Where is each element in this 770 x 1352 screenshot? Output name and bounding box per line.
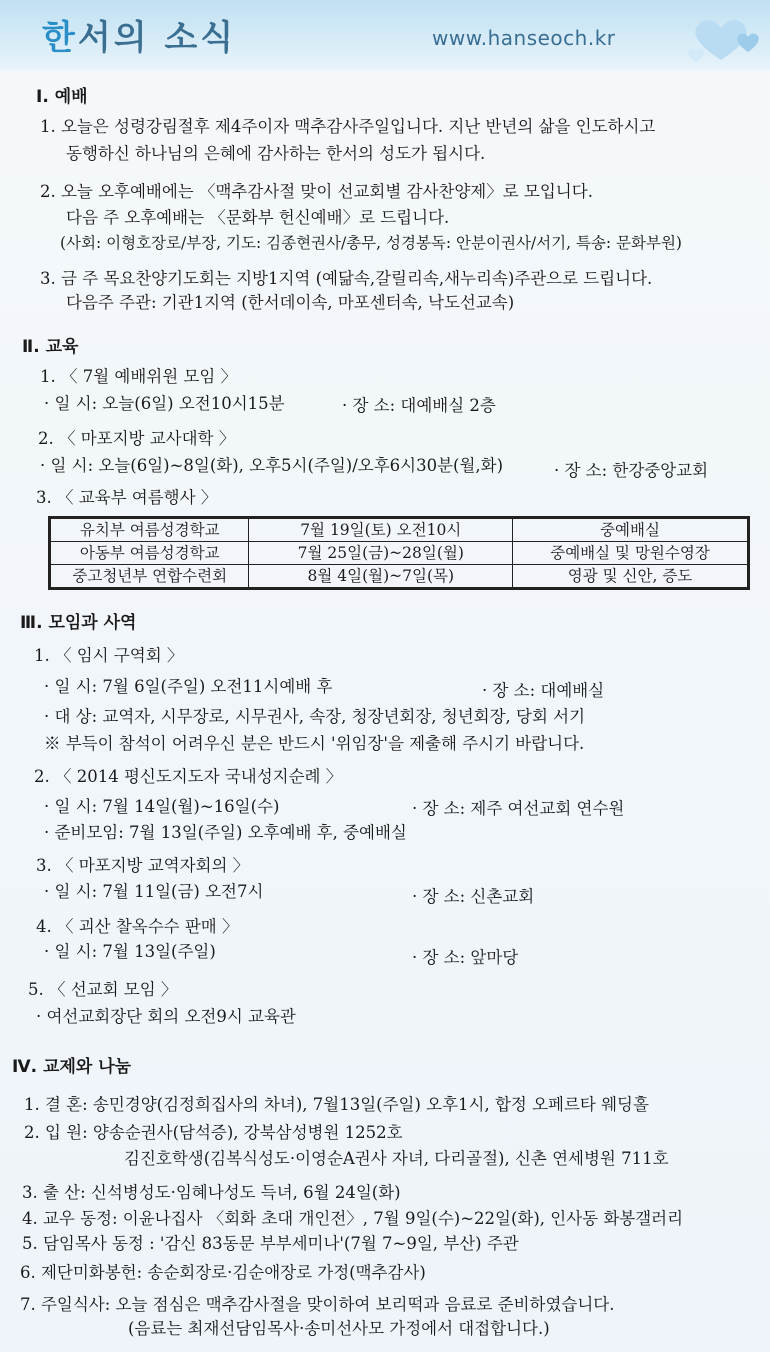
newsletter-title bbox=[42, 10, 236, 59]
fellowship-birth: 3. 출 산: 신석병성도·임혜나성도 득녀, 6월 24일(화) bbox=[22, 1183, 401, 1202]
gather-item-2-place: · 장 소: 제주 여선교회 연수원 bbox=[412, 799, 625, 818]
gather-item-1-place: · 장 소: 대예배실 bbox=[482, 681, 605, 700]
gather-item-1-target: · 대 상: 교역자, 시무장로, 시무권사, 속장, 청장년회장, 청년회장, 당회 서기 bbox=[44, 707, 586, 726]
gather-item-4-title: 4. 〈 괴산 찰옥수수 판매 〉 bbox=[36, 917, 239, 936]
gather-item-2-prep: · 준비모임: 7월 13일(주일) 오후예배 후, 중예배실 bbox=[44, 823, 407, 842]
fellowship-wedding: 1. 결 혼: 송민경양(김정희집사의 차녀), 7월13일(주일) 오후1시, 합정 오페르타 웨딩홀 bbox=[24, 1095, 649, 1114]
gather-item-4-place: · 장 소: 앞마당 bbox=[412, 948, 519, 967]
gather-item-1-date: · 일 시: 7월 6일(주일) 오전11시예배 후 bbox=[44, 677, 333, 696]
worship-item-1-line2: 동행하신 하나님의 은혜에 감사하는 한서의 성도가 됩시다. bbox=[66, 144, 486, 163]
fellowship-hospital-2: 김진호학생(김복식성도·이영순A권사 자녀, 다리골절), 신촌 연세병원 711호 bbox=[124, 1149, 669, 1168]
gather-item-1-note: ※ 부득이 참석이 어려우신 분은 반드시 '위임장'을 제출해 주시기 바랍니다. bbox=[44, 734, 585, 753]
edu-item-1-place: · 장 소: 대예배실 2층 bbox=[342, 396, 496, 415]
section-heading-gatherings: Ⅲ. 모임과 사역 bbox=[20, 613, 137, 633]
gather-item-5-title: 5. 〈 선교회 모임 〉 bbox=[28, 980, 178, 999]
gather-item-3-place: · 장 소: 신촌교회 bbox=[412, 887, 535, 906]
edu-item-2-date: · 일 시: 오늘(6일)~8일(화), 오후5시(주일)/오후6시30분(월,화) bbox=[40, 456, 504, 475]
fellowship-pastor-news: 5. 담임목사 동정 : '감신 83동문 부부세미나'(7월 7~9일, 부산) 주관 bbox=[22, 1234, 519, 1253]
table-cell: 중예배실 및 망원수영장 bbox=[513, 542, 749, 565]
table-row bbox=[50, 565, 749, 589]
worship-item-2-line3: (사회: 이형호장로/부장, 기도: 김종현권사/총무, 성경봉독: 안분이권사/서기, 특송: 문화부원) bbox=[60, 234, 682, 252]
gather-item-4-date: · 일 시: 7월 13일(주일) bbox=[44, 942, 216, 961]
table-cell: 아동부 여름성경학교 bbox=[50, 542, 249, 565]
newsletter-header bbox=[0, 0, 770, 70]
gather-item-2-title: 2. 〈 2014 평신도지도자 국내성지순례 〉 bbox=[34, 767, 343, 786]
table-row bbox=[50, 518, 749, 542]
section-heading-worship: Ⅰ. 예배 bbox=[36, 87, 88, 107]
gather-item-1-title: 1. 〈 임시 구역회 〉 bbox=[34, 646, 184, 665]
table-cell: 8월 4일(월)~7일(목) bbox=[249, 565, 513, 589]
gather-item-2-date: · 일 시: 7월 14일(월)~16일(수) bbox=[44, 797, 280, 816]
gather-item-3-date: · 일 시: 7월 11일(금) 오전7시 bbox=[44, 882, 264, 901]
fellowship-hospital-1: 2. 입 원: 양송순권사(담석증), 강북삼성병원 1252호 bbox=[24, 1123, 403, 1142]
table-cell: 7월 25일(금)~28일(월) bbox=[249, 542, 513, 565]
website-url[interactable]: www.hanseoch.kr bbox=[432, 26, 616, 50]
table-cell: 영광 및 신안, 증도 bbox=[513, 565, 749, 589]
worship-item-3-line2: 다음주 주관: 기관1지역 (한서데이속, 마포센터속, 낙도선교속) bbox=[66, 293, 515, 312]
fellowship-sunday-meal-note: (음료는 최재선담임목사·송미선사모 가정에서 대접합니다.) bbox=[128, 1319, 550, 1338]
edu-item-3-title: 3. 〈 교육부 여름행사 〉 bbox=[36, 488, 218, 507]
title-first-char: 한 bbox=[42, 18, 78, 58]
edu-item-2-title: 2. 〈 마포지방 교사대학 〉 bbox=[38, 429, 236, 448]
gather-item-5-line: · 여선교회장단 회의 오전9시 교육관 bbox=[36, 1007, 296, 1026]
title-rest: 서의 소식 bbox=[77, 18, 237, 58]
table-cell: 중예배실 bbox=[513, 518, 749, 542]
section-heading-fellowship: Ⅳ. 교제와 나눔 bbox=[12, 1057, 132, 1077]
edu-item-1-title: 1. 〈 7월 예배위원 모임 〉 bbox=[40, 367, 238, 386]
hearts-decoration-icon bbox=[676, 8, 766, 68]
table-cell: 중고청년부 연합수련회 bbox=[50, 565, 249, 589]
table-cell: 7월 19일(토) 오전10시 bbox=[249, 518, 513, 542]
section-heading-education: Ⅱ. 교육 bbox=[22, 337, 79, 357]
edu-item-1-date: · 일 시: 오늘(6일) 오전10시15분 bbox=[44, 394, 285, 413]
fellowship-altar-flowers: 6. 제단미화봉헌: 송순회장로·김순애장로 가정(맥추감사) bbox=[20, 1263, 426, 1282]
table-cell: 유치부 여름성경학교 bbox=[50, 518, 249, 542]
worship-item-2-line2: 다음 주 오후예배는 〈문화부 헌신예배〉로 드립니다. bbox=[66, 208, 450, 227]
gather-item-3-title: 3. 〈 마포지방 교역자회의 〉 bbox=[36, 856, 250, 875]
fellowship-member-news: 4. 교우 동정: 이윤나집사 〈회화 초대 개인전〉, 7월 9일(수)~22일(화), 인사동 화봉갤러리 bbox=[22, 1209, 684, 1228]
edu-item-2-place: · 장 소: 한강중앙교회 bbox=[554, 461, 709, 480]
worship-item-2-line1: 2. 오늘 오후예배에는 〈맥추감사절 맞이 선교회별 감사찬양제〉로 모입니다. bbox=[40, 182, 593, 201]
summer-events-table bbox=[48, 516, 750, 590]
table-row bbox=[50, 542, 749, 565]
worship-item-1-line1: 1. 오늘은 성령강림절후 제4주이자 맥추감사주일입니다. 지난 반년의 삶을 인도하시고 bbox=[40, 117, 656, 136]
fellowship-sunday-meal: 7. 주일식사: 오늘 점심은 맥추감사절을 맞이하여 보리떡과 음료로 준비하였습니다. bbox=[20, 1295, 615, 1314]
worship-item-3-line1: 3. 금 주 목요찬양기도회는 지방1지역 (예닮속,갈릴리속,새누리속)주관으로 드립니다. bbox=[40, 269, 653, 288]
